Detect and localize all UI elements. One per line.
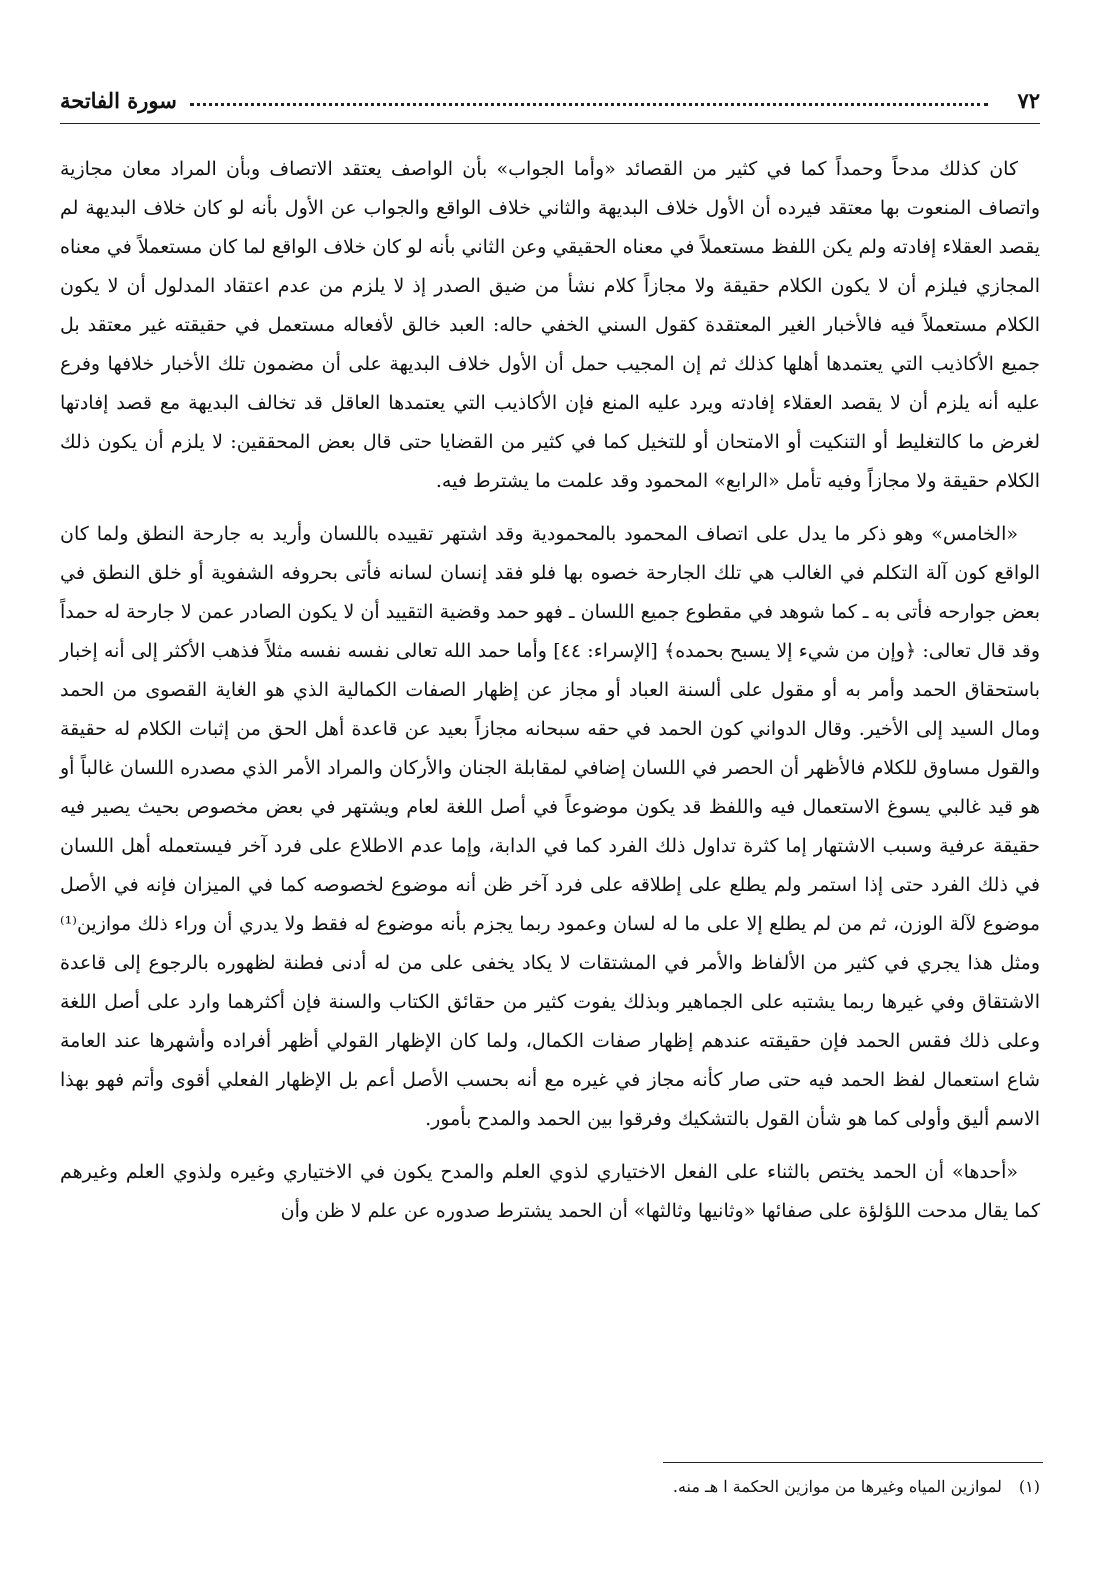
page-header xyxy=(60,86,1040,122)
paragraph: كان كذلك مدحاً وحمداً كما في كثير من القصائد «وأما الجواب» بأن الواصف يعتقد الاتصاف وبأن المراد معان مجازية واتصاف المنعوت بها معتقد فيرده أن الأول خلاف البديهة والثاني خلاف الواقع والجواب عن الأول بأنه لو كان خلاف البديهة لم يقصد العقلاء إفادته ولم يكن اللفظ مستعملاً في معناه الحقيقي وعن الثاني بأنه لو كان خلاف الواقع لما كان مستعملاً في معناه المجازي فيلزم أن لا يكون الكلام حقيقة ولا مجازاً كلام نشأ من ضيق الصدر إذ لا يلزم من عدم اعتقاد المدلول أن لا يكون الكلام مستعملاً فيه فالأخبار الغير المعتقدة كقول السني الخفي حاله: العبد خالق لأفعاله مستعمل في حقيقته غير معتقد بل جميع الأكاذيب التي يعتمدها أهلها كذلك ثم إن المجيب حمل أن الأول خلاف البديهة على أن مضمون تلك الأخبار خلافها وفرع عليه أنه يلزم أن لا يقصد العقلاء إفادته ويرد عليه المنع فإن الأكاذيب التي يعتمدها العاقل قد تخالف البديهة مع قصد إفادتها لغرض ما كالتغليط أو التنكيت أو الامتحان أو للتخيل كما في كثير من القضايا حتى قال بعض المحققين: لا يلزم أن يكون ذلك الكلام حقيقة ولا مجازاً وفيه تأمل «الرابع» المحمود وقد علمت ما يشترط فيه. xyxy=(60,158,1040,492)
footnote-text: لموازين المياه وغيرها من موازين الحكمة ا هـ منه. xyxy=(672,1477,1002,1496)
running-title: سورة الفاتحة xyxy=(60,88,177,113)
paragraph: «أحدها» أن الحمد يختص بالثناء على الفعل الاختياري لذوي العلم والمدح يكون في الاختياري وغيره ولذوي العلم وغيرهم كما يقال مدحت اللؤلؤة على صفائها «وثانيها وثالثها» أن الحمد يشترط صدوره عن علم لا ظن وأن xyxy=(60,1161,1040,1222)
paragraph: «الخامس» وهو ذكر ما يدل على اتصاف المحمود بالمحمودية وقد اشتهر تقييده باللسان وأريد به جارحة النطق ولما كان الواقع كون آلة التكلم في الغالب هي تلك الجارحة خصوه بها فلو فقد إنسان لسانه فأتى بحروفه الشفوية أو خلق النطق في بعض جوارحه فأتى به ـ كما شوهد في مقطوع جميع اللسان ـ فهو حمد وقضية التقييد أن لا يكون الصادر عمن لا جارحة له حمداً وقد قال تعالى: ﴿وإن من شيء إلا يسبح بحمده﴾ [الإسراء: ٤٤] وأما حمد الله تعالى نفسه نفسه مثلاً فذهب الأكثر إلى أنه إخبار باستحقاق الحمد وأمر به أو مقول على ألسنة العباد أو مجاز عن إظهار الصفات الكمالية الذي هو الغاية القصوى من الحمد ومال السيد إلى الأخير. وقال الدواني كون الحمد في حقه سبحانه مجازاً بعيد عن قاعدة أهل الحق من إثبات الكلام له حقيقة والقول مساوق للكلام فالأظهر أن الحصر في اللسان إضافي لمقابلة الجنان والأركان والمراد الأمر الذي مصدره اللسان غالباً أو هو قيد غالبي يسوغ الاستعمال فيه واللفظ قد يكون موضوعاً في أصل اللغة لعام ويشتهر في بعض مخصوص بحيث يصير فيه حقيقة عرفية وسبب الاشتهار إما كثرة تداول ذلك الفرد كما في الدابة، وإما عدم الاطلاع على فرد آخر فيستعمله أهل اللسان في ذلك الفرد حتى إذا استمر ولم يطلع على إطلاقه على فرد آخر ظن أنه موضوع لخصوصه كما في الميزان فإنه في الأصل موضوع لآلة الوزن، ثم من لم يطلع إلا على ما له لسان وعمود ربما يجزم بأنه موضوع له فقط ولا يدري أن وراء ذلك موازين⁽¹⁾ ومثل هذا يجري في كثير من الألفاظ والأمر في المشتقات لا يكاد يخفى على من له أدنى فطنة لظهوره بالرجوع إلى قاعدة الاشتقاق وفي غيرها ربما يشتبه على الجماهير وبذلك يفوت كثير من حقائق الكتاب والسنة فإن أكثرهما وارد على أصل اللغة وعلى ذلك فقس الحمد فإن حقيقته عندهم إظهار صفات الكمال، ولما كان الإظهار القولي أظهر أفراده وأشهرها عند العامة شاع استعمال لفظ الحمد فيه حتى صار كأنه مجاز في غيره مع أنه بحسب الأصل أعم بل الإظهار الفعلي أقوى وأتم فهو بهذا الاسم أليق وأولى كما هو شأن القول بالتشكيك وفرقوا بين الحمد والمدح بأمور. xyxy=(60,523,1041,1130)
footnote xyxy=(60,1473,1040,1501)
page-number: ٧٢ xyxy=(1017,88,1040,113)
main-text xyxy=(60,150,1040,1245)
footnote-number: (١) xyxy=(1018,1477,1040,1496)
footnote-rule xyxy=(663,1462,1043,1463)
header-rule xyxy=(60,123,1040,124)
header-dot-leader xyxy=(190,103,988,106)
